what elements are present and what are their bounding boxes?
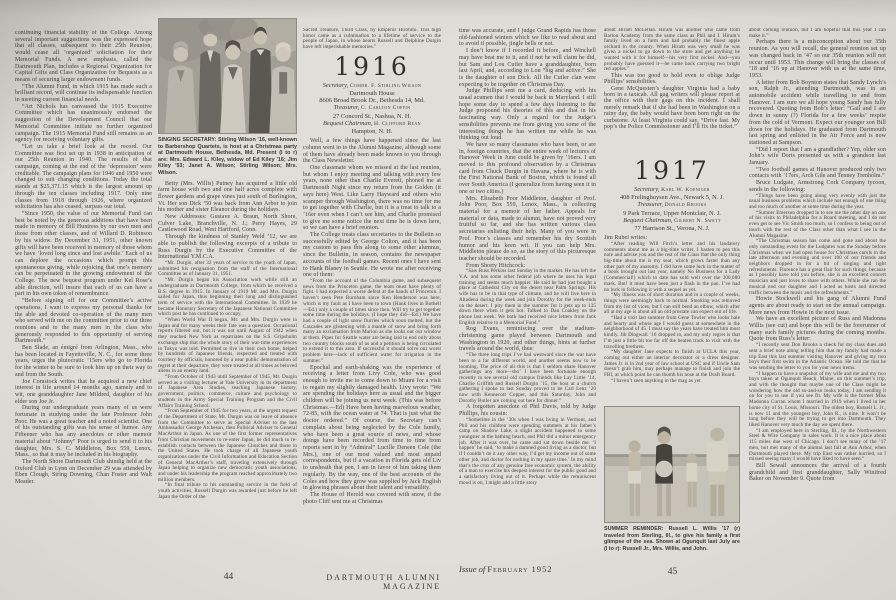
officer-address-line: 77 Harrison St., Verona, N. J.: [634, 225, 710, 233]
officer-role-line: Bequest Chairman, Gilbert N. Swett: [623, 216, 721, 224]
paragraph: This was too good to hold even to oblige Judge Phillips’ sensibilities.: [604, 72, 740, 86]
singing-secretary-photo: [158, 18, 297, 134]
paragraph: Epochal and earth-shaking was the experience of receiving a letter from Livy Cole, who was good enough to invite me to come down to Miami for a visit to regain my slightly damaged health. Livy wrote: “We are spending the holidays here as usual and the bigger children will be joining us next week. (This was before Christmas.—Ed) Have been having marvelous weather, 72-85, with the ocean water at 74. That is just what the doctor ordered.” Of course, the Secretary can’t complain about being neglected by the Cole family, who have been a great source of news, and whose doings have been recorded from time to time from reports sent in by “Admiral” Lucille Deneen Cole (the Mrs.), one of our most valued and most unpaid correspondents, but if a vacation in Florida gets old Liv to unsheath that pen, I am in favor of him taking them regularly. By the way, one of the best accounts of the Coles and how they grow was supplied by Jack English in glowing phrases about their talent and versatility.: [303, 364, 441, 492]
class-1916-heading: 1916: [334, 51, 410, 81]
paragraph: Gene McQuesten’s daughter Virginia had a baby born in a taxicab. All gag writers will please report at the office with their gags on this incident. I shall merely remark that if she had been in Washington on a rainy day, the baby would have been born right on the curbstone. At least Virginia could say, “Drive fast. My pop’s the Police Commissioner and I’ll fix the ticket.”: [604, 85, 740, 130]
paragraph: One classmate whom we missed at the last reunion, but whom I enjoy meeting and talking with every few years, none other than Charlie Everett, phoned me at Dartmouth Night since my return from the Golden (it says here) West. Like Larry Hayward and others who scamper through Washington, there was no time for me to get together with Charlie, but it is a treat to talk to a ’16er even when I can’t see him, and Charlie promised to give me some notice the next time he is down here, so we can have a brief reunion.: [303, 165, 441, 232]
officer-address-line: 9 Park Terrace, Upper Montclair, N. J.: [623, 209, 721, 217]
paragraph: Jim Rubel writes:: [604, 235, 648, 242]
paragraph: “The Alumni Fund, in which 1915 has made such a brilliant record, will continue its indispensable function in meeting current financial needs.: [15, 83, 152, 104]
paragraph: “I haven’t seen anything in the mag as yet: [611, 377, 701, 384]
paragraph: “From the account of the Columbia game, and subsequent news from the Princeton game, the team must have plenty of fight. I had expected a worse defeat at the hands of Princeton. I haven’t seen Pete Burnham since Ken Henderson was here, which is my fault as I have been to town (Hank lives in Bothell—Ed.) only a couple of times since then. Will try to get together some time during the holidays. (I hope they did—Ed.) We have had a couple of light snow flurries which soon melted, but the Cascades are glistening with a mantle of snow and bring forth many an exclamation from Marion as she looks out our window at them. Pipes for Seattle water are being laid to end only about two country blocks south of us and a petition is being circulated to extend it to this area. If successful it should solve our worst problem here—lack of sufficient water for irrigation in the summer.”: [303, 278, 441, 364]
paragraph: “From September of 1945 for two years, at the urgent request of the Department of State, Mr. Durgin was on leave of absence from the Committee to serve as Special Adviser to the late Ambassador George Atcheson, then Political Adviser to General MacArthur in Japan. As one of the first former representatives from Christian movements to re-enter Japan, he did much to re-establish contacts between the Japanese Churches and those in the United States. He took charge of all Japanese youth organizations under the Civil Information and Education Section of General MacArthur’s staff, traveling extensively through Japan helping to organize new democratic youth associations, and under his leadership the program reached approximately two million members.: [158, 408, 297, 483]
left-column-2: [158, 18, 297, 574]
paragraph: “After reading Will Fitch’s letter and his laudatory comments about me as a big-time writer, I hasten to pen this note and advise you and the rest of the Class that the only thing big-time about me is my seat, which grows faster than any other part of my anatomy. I did have some luck in the matter of a book brought out last year, namely No Business for a Lady (Commercial!) which to date has sold well over the 300,000 mark. But! it must have been just a flash in the pan. I’ve had no luck in following it with a sequel as yet.: [604, 240, 740, 293]
paragraph: Joe Comstock writes that he acquired a new chief interest in life around 14 months ago, namely and to wit, one granddaughter Jane Mildred, daughter of his elder son Joe Jr.: [15, 378, 152, 405]
officer-address-line: Hampton, N. H.: [351, 128, 393, 136]
paragraph: about Hiram McLellan. Hiram was another who came from Barton Academy from the same class as Phil and I. Hiram’s family lived on a farm and had probably the finest apple orchard in the county. When Hiram was very small he was given a nickel to go down to the store and get anything he wanted with it for himself—his very first nickel. And—you probably have guessed it—he came back carrying two bright red apples.”: [604, 28, 740, 73]
officer-role-line: Secretary, Karl W. Koeniger: [634, 186, 710, 193]
paragraph: Well, a few things have happened since the last column went in to the Alumni Magazine, although some of them have already been made known to you through the Class Newsletter.: [303, 138, 441, 165]
class-1917-officers: [604, 186, 740, 232]
right-page-number: 45: [667, 567, 678, 577]
paragraph: “Things have been going along very evenly with just the usual business problems which include not enough of one thing and too much of another at some time during the year.: [749, 192, 886, 210]
singing-secretary-caption: SINGING SECRETARY: Stirling Wilson ’16, well-known to Barbershop Quartets, is host at a Christmas party at Dartmouth House, Bethesda, Md. Present (l to r) are: Mrs. Edward L. Kiley, widow of Ed Kiley ’16; Jim Kiley ’53; Janet A. Wilson; Stirling Wilson; Mrs. Wilson.: [158, 137, 297, 176]
paragraph: about coming reunion, but I am hopeful that this year I can make it.”: [749, 28, 886, 39]
left-column-3: [303, 28, 441, 575]
paragraph: During our undergraduate years many of us were fortunate in studying under the late Professor John Poor. He was a great teacher and a noted scientist. One of his outstanding gifts was his sense of humor. Any Fifteener who has any anecdotes or other memoir material about “Johnny” Poor is urged to send it to his daughter, Mrs. S. C. Middleton, Box 559, Lenox, Mass., so that it may be included in his biography.: [15, 405, 152, 459]
paragraph: “In final tribute to his outstanding service in the field of youth activities, Russell Durgin was awarded just before he left Japan the Order of the: [158, 482, 297, 500]
right-column-2: [604, 28, 740, 574]
paragraph: Bruce Ludgate, Armstrong Cork Company tycoon, sends in the following:: [749, 180, 886, 193]
paragraph: “Mr. Durgin, after 32 years of service to the youth of Japan, submitted his resignation from the staff of the International Committee as of January 31, 1951.: [158, 260, 297, 278]
paragraph: Rog Evans, reminiscing over the stadium-christening game played between Dartmouth and Washington in 1920, and other things, hints at further travels around the world, thus:: [459, 326, 596, 353]
beach-photo-illustration: [605, 407, 739, 522]
paragraph: Sacred Treasure, Third Class, by Emperor Hirohito. This high honor came as a culmination to a lifetime of service to the people of Japan, in whose hearts Russell and Delphine Durgin have left imperishable memories.”: [303, 28, 441, 51]
paragraph: “From October of 1943 until September of 1945, Mr. Durgin served as a visiting lecturer at Yale University in its department of Japanese Area Studies, teaching Japanese history, government, politics, commerce, culture and psychology to students in the Army Special Training Program and the Civil Affairs Training School.: [158, 374, 297, 409]
paragraph: Howie Stockwell and his gang of Alumni Fund agents are about ready to start on the annual campaign. More news from Howie in the next issue.: [749, 296, 886, 316]
paragraph: “Sometime in the ’30s when I was living in Vermont, and Phil and his children were spending summers at his father’s camp on Shadow Lake, a slight accident happened to some youngster at the bathing beach, and Phil did a minor emergency job. After it was over, he came and sat down beside me. ‘I happen’ he said, ‘to make a damned good living as a doctor, but if I couldn’t do it any other way, I’d get my income out of some other job, and doctor for nothing in my spare time.’ In my mind that’s the crux of any genuine free economic system, the ability of a man to exercise his deepest interest for the public good and a satisfactory living out of it. Perhaps while the reminiscent mood is on, I might add a little story: [459, 416, 596, 486]
paragraph: “Saw Russ Perkins last Sunday in the market. He has left the V.A. and has some other federal job where he uses his legal training and seems much happier. He said he had just bought a place at Cathedral City on the desert near Palm Springs. His wife has to be in that type of climate, and he will live here in Altadena during the week and join Dorothy for the week-ends on the desert. I pity them in the summer for it gets up to 135 down there when it gets hot. Talked to Dan Coakley on the phone last week. We both had received nice letters from Jack English relative to a Memorial Fund.”: [459, 268, 596, 326]
officer-role-line: Bequest Chairman, H. Clifford Bean: [323, 119, 421, 127]
left-column-1: [15, 30, 152, 573]
class-1917-heading: 1917: [634, 156, 710, 185]
class-1916-notes: [303, 138, 441, 505]
paragraph: Betty (Mrs. Willis) Putney has acquired a little old farm house with two and one half acres complete with flower gardens and grape vines just south of Burlington, Vt. Her son Dick ’50 was back from Ann Arbor to join his mother and sister Eleanor during the holidays.: [158, 180, 297, 214]
officer-address-line: 408 Frelinghuysen Ave., Newark 5, N. J.: [619, 194, 725, 202]
paragraph: “When World War II began, Mr. and Mrs. Durgin were in Japan and for many weeks their fate was a question. Occasional reports filtered out, but it was not until August of 1942 when they reached New York as repatriates on the S.S. Gripsholm exchange ship that the whole story of their war-time experiences in Tokyo was told. Permitted to live in their own home, helped by hundreds of Japanese friends, respected and treated with courtesy by officials, honored by a near public demonstration of regret at their departure, they were treated at all times as beloved aliens in an enemy land.: [158, 317, 297, 375]
paragraph: “The Christmas season has come and gone and about the only outstanding event for the Ludgates was the Sunday before Christmas when we had open house for Christmas carols in the late afternoon and evening and over 100 of our friends and neighbors dropped in for a bit of singing and light refreshments. Florence has a great flair for such things, because as I possibly have told you before, she is an excellent concert musician and just loves to share with others. While she ran the musical end our daughter and I acted as hosts and directed traffic between the music and the refreshments.”: [749, 238, 886, 296]
paragraph: “Had a visit last summer from Gene Towler who looks hale and hearty and whose age I would guess at somewhere in the neighborhood of 45. I must say the years have treated him most kindly. Jib Dingwall ’16 dropped in, and my only regret is that I’m just a little bit too far off the beaten track to visit with the travelling brethren.: [604, 315, 740, 350]
paragraph: “Before signing off for our Committee’s active operations, I want to express my personal thanks for the able and devoted co-operation of the many men who served with me on the committee prior to our three reunions and to the many men in the class who generously responded to this opportunity of serving Dartmouth.”: [15, 298, 152, 345]
paragraph: I don’t know if I recorded it before, and Winchell may have beat me to it, and if not he will claim he did, but Sam and Lou Cutler have a granddaughter, born last April, and, according to Lou “big and active.” She is the daughter of son Dick. All the Cutler clan were expecting to be together on Christmas Day.: [459, 48, 596, 88]
paragraph: We have an excellent picture of Russ and Madonna Willis (see cut) and hope this will be the forerunner of many such family pictures during the coming months. Quote from Russ’s letter:: [749, 316, 886, 343]
paragraph: “Art Nichols has canvassed the 1915 Executive Committee which has unanimously endorsed the suggestion of the Development Council that our Memorial Committee initiate no further organized campaign. The 1915 Memorial Fund still remains as an agency for receiving voluntary gifts.: [15, 103, 152, 144]
paragraph: “My daughter Jane expects to finish at UCLA this year, coming out either an interior decorator or a dress designer. James Jr. is in 2nd year of law school at USC and if Uncle Sam doesn’t grab him, may perhaps manage to finish and join the FBI, at which point he can thumb his nose at the Draft Board.: [604, 349, 740, 379]
officer-address-line: 8606 Broad Brook Dr., Bethesda 14, Md.: [319, 97, 425, 105]
summer-reminder-caption: SUMMER REMINDER: Russell L. Willis ’17 (r) traveled from Sterling, Ill., to give his family a first glimpse of the sea. Shown at Ogunquit last July are (l to r): Russell Jr., Mrs. Willis, and John.: [604, 526, 740, 552]
officer-role-line: Treasurer, Donald Brooks: [637, 201, 707, 209]
paragraph: “The three long trips I’ve had westward since the war have been to a far different world, and another seems now to be looming. The price of all this is that I seldom share Hanover gatherings any more—tho’ I have been fortunate enough recently to see several old campus friends like Lay Little ’14, Charlie Griffith and Russell Durgin ’15, the host at a church gathering I spoke to last Sunday proved to be Carl Lenz ’20 now with Kennecott Copper, and this Saturday, John and Dorothy Butler are coming out here for dinner.”: [459, 352, 596, 404]
paragraph: Through the kindness of Stanley Weld ’12, we are able to publish the following excerpts of a tribute to Russ Durgin by the Executive Committee of the International Y.M.C.A.: [158, 234, 297, 261]
rubel-letter-text: [604, 235, 740, 401]
paragraph: “My illness was of short duration and in a couple of weeks, things were seemingly back to normal. Smoking was removed from my list of vices, but I can still bend an elbow, which after all at my age is about all an old prostate can expect out of life.: [604, 292, 740, 316]
officer-role-line: Secretary, Comdr. F. Stirling Wilson: [322, 81, 422, 89]
magazine-title-footer: DARTMOUTH ALUMNI MAGAZINE: [326, 573, 441, 591]
paragraph: New Addresses: Gustave A. Braun, North Shore, Culver Lake, Branchville, N. J.; Perry Hayes, 29 Castlewood Road, West Hartford, Conn.: [158, 214, 297, 234]
paragraph: From Shorty Hitchcock:: [466, 262, 526, 269]
paragraph: Mrs. Elisabeth Poor Middleton, daughter of Prof. John Poor, Box 559, Lenox, Mass., is collecting material for a memoir of her father. Appeals for material or data, made to alumni, have not proved very fruitful so far, and she has written various class secretaries enlisting their help. Many of you were in Prof. Poor’s classes and remember his dry Scottish humor and his keen wit. If you can help Mrs. Middleton please do so, as the story of this picturesque teacher should be recorded.: [459, 195, 596, 262]
right-column-1: [459, 28, 596, 569]
paragraph: Bill Sewall announces the arrival of a fourth grandchild and first granddaughter, Sally Winifred Baker on November 9. Quote from: [749, 462, 886, 483]
paragraph: “Two football games at Hanover produced only two contacts with ’17ers, Arch Gile and Tenney Trenholm.”: [749, 166, 886, 180]
durgin-tribute-end: [303, 28, 441, 51]
right-column-3: [749, 28, 886, 574]
paragraph: The House of Herold was covered with snow, if the photo Cliff sent me at Christmas: [303, 491, 441, 505]
issue-prefix: Issue of: [459, 564, 486, 574]
left-column-2-text: [158, 181, 297, 501]
issue-date: February 1952: [487, 564, 553, 574]
paragraph: Ben Slade, an émigré from Arlington, Mass., who has been located in Fayetteville, N. C., for some three years, urges the plutocratic ’15ers who go to Florida for the winter to be sure to look him up on their way to and from the South.: [15, 345, 152, 378]
paragraph: “I am employed here in Sterling, Ill., by the Northwestern Steel & Wire Company in sales work. It is a nice place about 115 miles due west of Chicago. I don’t see many of the ’17 men, but met many of the alumni last fall at Ann Arbor, when Dartmouth played there. My trip East was rather hurried, so I missed seeing many I would have liked to have seen.”: [749, 427, 886, 463]
paragraph: We have so many classmates who have been, or are in, foreign countries, that the entire week of lectures of Hanover Week in June could be given by ’16ers. I am moved to this profound observation by a Christmas card from Chuck Durgin in Havana, where he is with the First National Bank of Boston, which is found all over South America (I generalize from having seen it in one or two cities.): [459, 141, 596, 195]
officer-address-line: Dartmouth House: [349, 90, 395, 98]
paragraph: “I happen to have a snapshot of my wife and me and my two boys taken at Ogunquit Beach, Maine, on this summer’s trip, and with the thought that maybe one of the Class might be wondering how the old so-and-so looks today, I am sending it on for you to use if you see fit. My wife is the former Miss Madonna Curran whom I married in 1919 when I lived in her home city of St. Louis, Missouri. The oldest boy, Russell L. Jr., is now 11 and the youngest boy, John R., is nine. It won’t be long before they will be trying to get into Dartmouth. They liked Hanover very much the day we spent there.: [749, 370, 886, 428]
paragraph: “Did I report that I am a grandfather? Yep, older son John’s wife Doris presented us with a grandson last January.: [749, 146, 886, 167]
left-page-number: 44: [223, 572, 234, 582]
paragraph: The North Shore Dartmouth Club shindig held at the Oxford Club in Lynn on December 29 was attended by Eben Clough, String Downing, Chan Foster and Walt Meader.: [15, 459, 152, 486]
paragraph: A letter from Bob Boynton states that Sandy Lynch’s son, Ralph Jr., attending Dartmouth, was in an automobile accident while travelling to and from Hanover. I am sure we all hope young Sandy has fully recovered. Quoting from Bob’s letter: “Gail and I are down in sunny (?) Florida for a few weeks’ respite from the cold of Vermont. Expect our younger son Bill down for the holidays. He graduated from Dartmouth last spring and enlisted in the Air Force and is now stationed at Sampson.: [749, 79, 886, 146]
group-photo-illustration: [159, 19, 296, 133]
paragraph: Perhaps there is a misconception about our 35th reunion. As you will recall, the general reunion set up was changed back in ’47 so our 35th reunion will not occur until 1953. This change will bring the classes of ’18 and ’16 up at Hanover with us at the same time, 1953.: [749, 39, 886, 79]
paragraph: “Let us take a brief look at the record. Our Committee was first set up in 1938 in anticipation of our 25th Reunion in 1940. The results of that campaign, coming at the end of the ‘depression’ were creditable. The campaign plans for 1946 and 1950 were changed to suit changing conditions. Today the total stands at $25,371.15 which is the largest amount up through the ten classes including 1917. Only nine classes from 1918 through 1926, where organized solicitation has also ceased, surpass our total.: [15, 143, 152, 211]
paragraph: Judge Phillips sent me a card, deducing with his usual acumen that I would be back in Maryland. I still hope some day to spend a few days listening to the Judge propound his theories of this and that in his fascinating way. Only a regard for the Judge’s sensibilities prevents me from giving you some of the interesting things he has written me while he was thinking out loud.: [459, 88, 596, 142]
officer-address-line: 27 Concord St., Nashua, N. H.: [332, 112, 412, 120]
class-1916-officers: [303, 82, 441, 135]
paragraph: “Since 1950, the value of our Memorial Fund can best be noted by the generous additions that have been made in memory of Bill Huntress by our own men and those from other classes, and of Willard D. Robinson by his widow. By December 31, 1951, other known gifts will have been received in memory of those whom we have ‘loved long since and lost awhile.’ Each of us can deplore the occasions which prompt this spontaneous giving, while rejoicing that one’s memory can be perpetuated in the growing endowment of the College. The new bequest program under Kel Rose’s able direction, will insure that each of us can have a part in his own token of remembrance.: [15, 210, 152, 298]
summer-reminder-photo: [604, 406, 740, 523]
paragraph: “Mr. Durgin began his Association work while still an undergraduate at Dartmouth College, from which he received a B.S. degree in 1915. In January of 1919 Mr. and Mrs. Durgin sailed for Japan, thus beginning their long and distinguished term of service with the International Committee. In 1939 he became Honorary Secretary of the Japanese National Committee which post he has continued to occupy.: [158, 277, 297, 318]
officer-role-line: Treasurer, C. Carlton Coffin: [333, 104, 411, 112]
paragraph: time was accurate, and I judge Grand Rapids has those old-fashioned winters which we like to read about and to avoid if possible, jingle bells or not.: [459, 28, 596, 48]
hiram-anecdote-text: [604, 28, 740, 155]
paragraph: continuing financial stability of the College. Among several important suggestions was the expressed hope that all classes, subsequent to their 25th Reunion, would cease all ‘organized’ solicitation for their Memorial Funds. A new emphasis, called the Dartmouth Plan, includes a Regional Organization for Capital Gifts and Class Organization for Bequests as a means of securing larger endowment funds.: [15, 30, 152, 83]
paragraph: “I recently sent Don Brooks a check for my class dues and sent a brief note along telling him that my family had made a trip East this last summer visiting Hanover and giving my two boys their first swim in the Atlantic Ocean. He told me that he was sending the letter to you for your news items.: [749, 342, 886, 371]
paragraph: “Sumner Emerson dropped in to see me the other day on one of his visits to Philadelphia for a Board meeting, and I do not even get to see Vic Smith too much, so I confess to being out of touch with the rest of the Class other than what I see in the Alumni Magazine.: [749, 209, 886, 239]
paragraph: The College treats class secretaries to the Bulletin so successfully edited by George Colton, and it has been my custom to pass this along to some other alumnus, since the Bulletin, in season, contains the newspaper accounts of the football games. Recent ones I have sent to Hank Blaney in Seattle. He wrote me after receiving one of them:: [303, 232, 441, 279]
paragraph: A forgotten anecdote of Phil Davis, told by Judge Phillips, his cousin:: [459, 404, 596, 418]
